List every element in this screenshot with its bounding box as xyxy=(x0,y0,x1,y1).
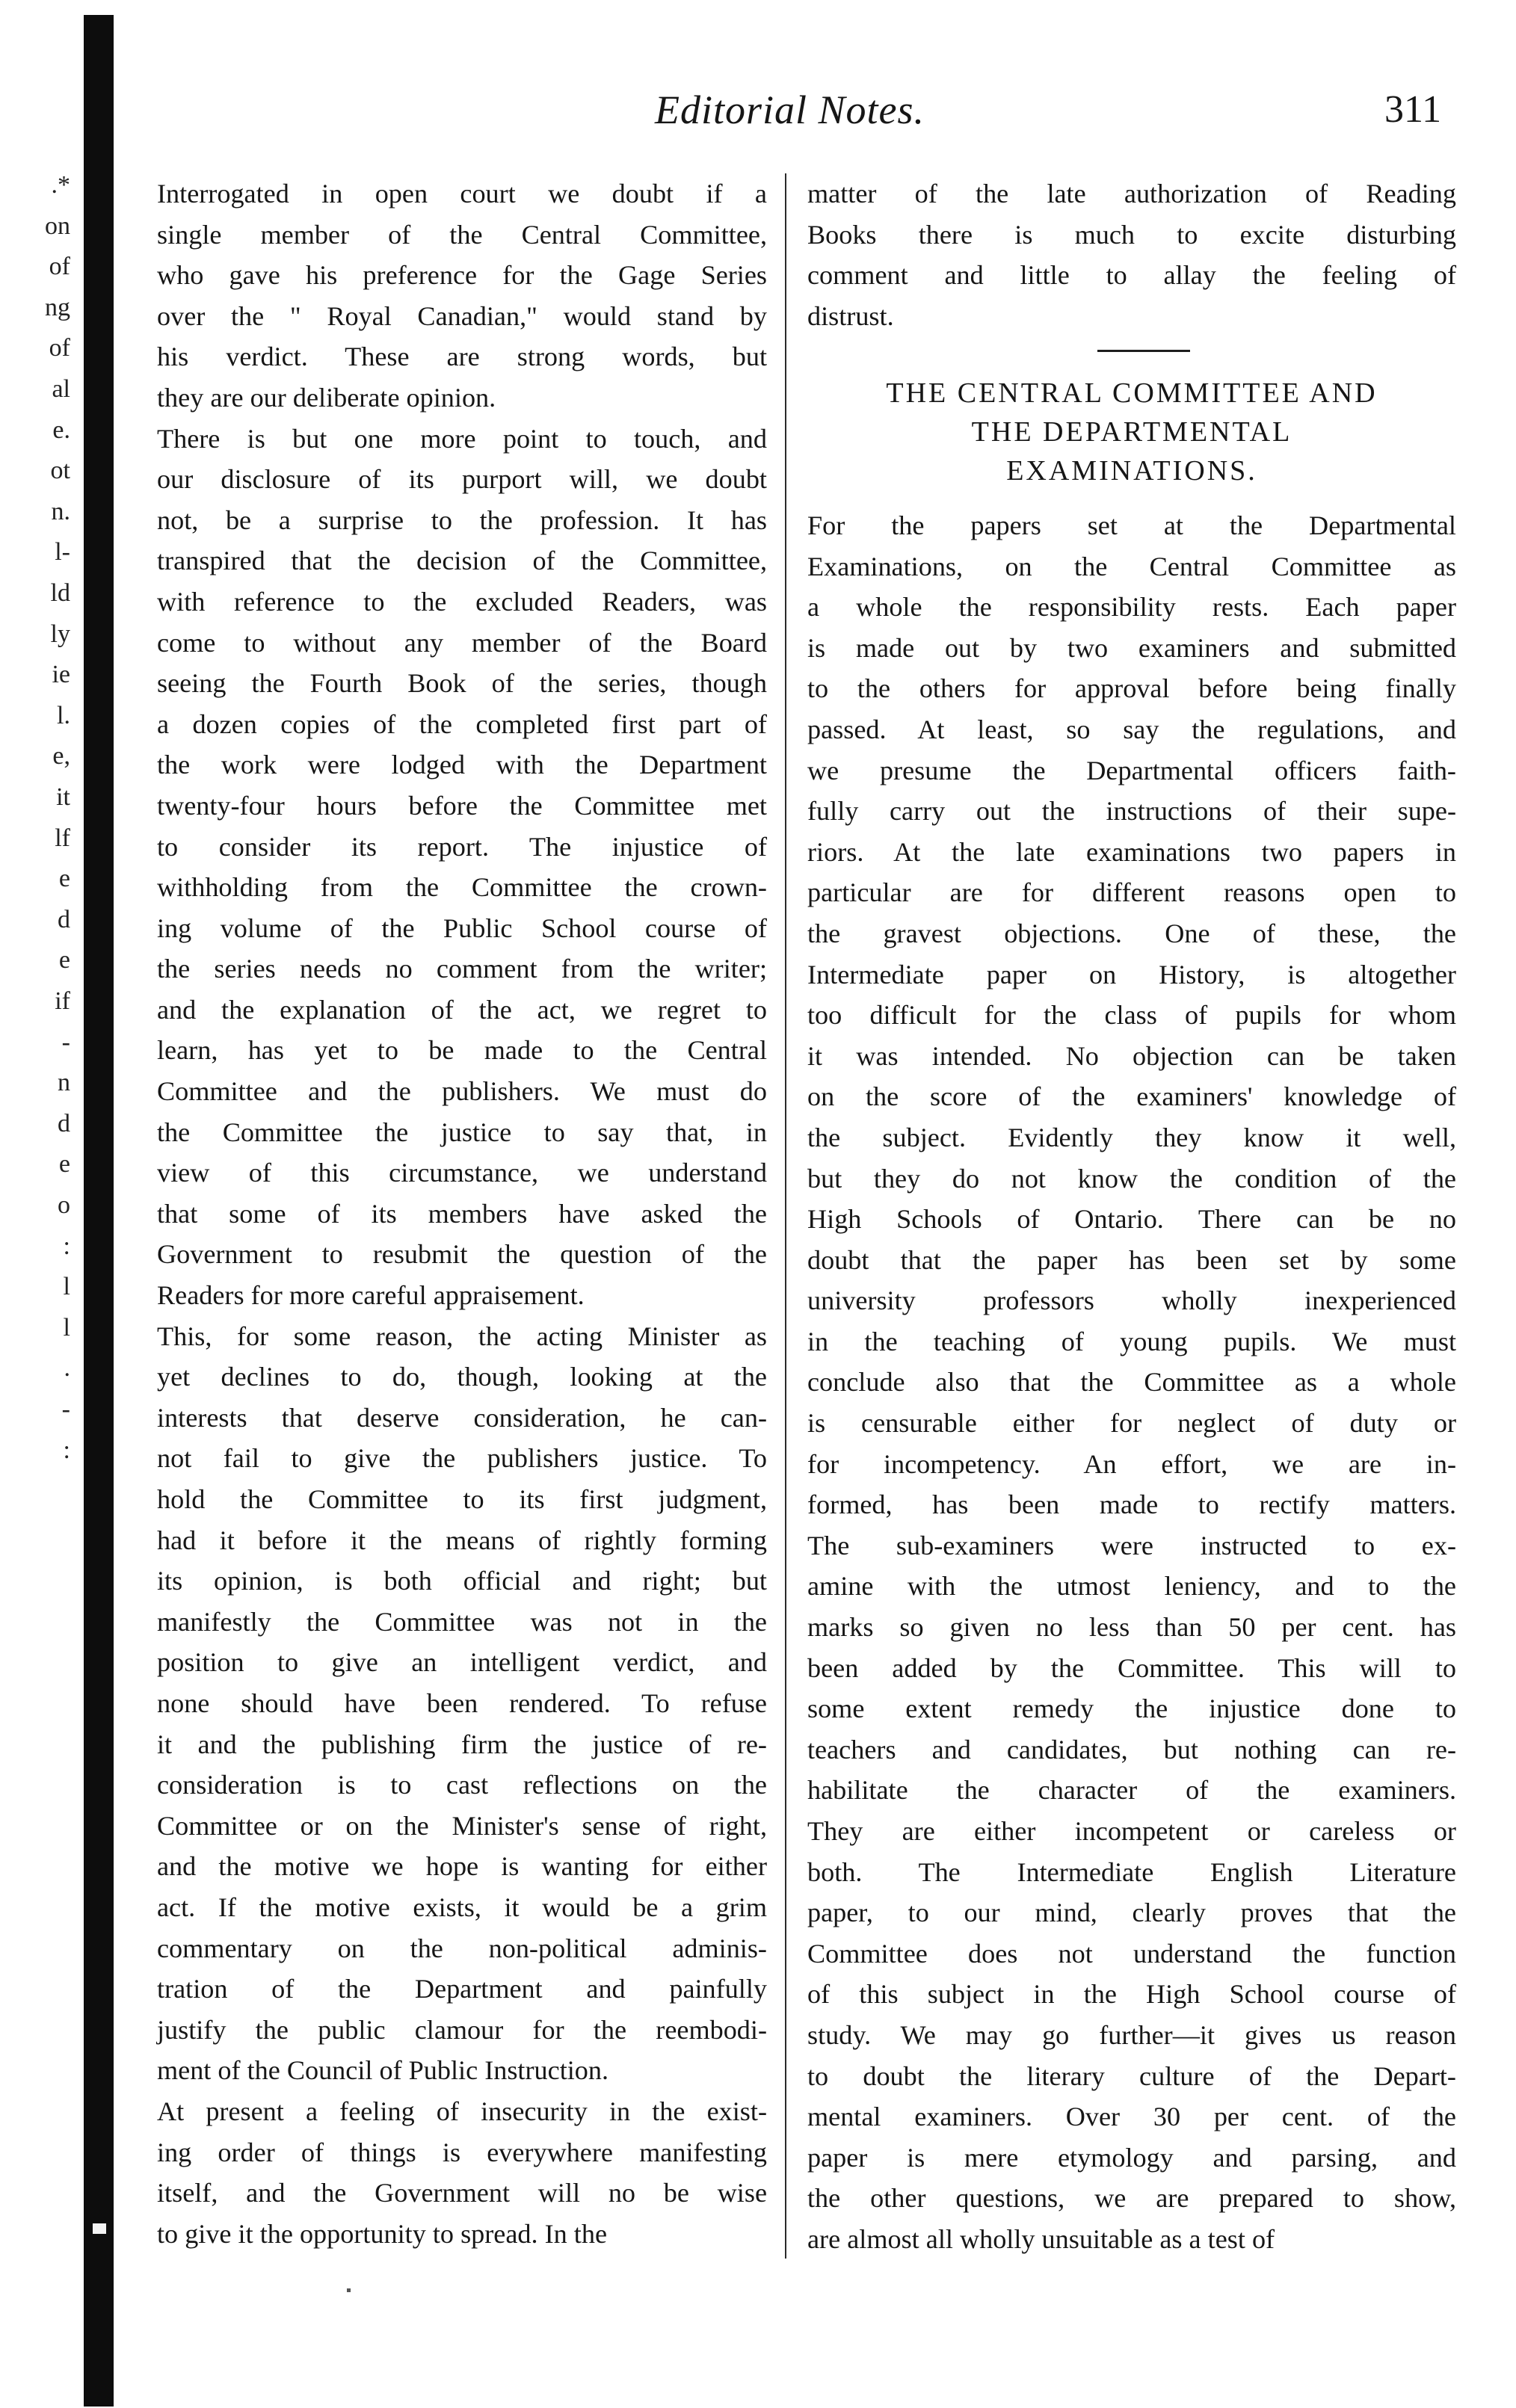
text-line: been added by the Committee. This will to xyxy=(807,1652,1456,1683)
text-line: the gravest objections. One of these, the xyxy=(807,918,1456,948)
text-line: transpired that the decision of the Committee, xyxy=(157,546,767,576)
text-line: and the motive we hope is wanting for either xyxy=(157,1851,767,1882)
text-line: had it before it the means of rightly forming xyxy=(157,1525,767,1555)
fragment-text: of xyxy=(49,334,70,362)
text-line: withholding from the Committee the crown- xyxy=(157,872,767,903)
text-line: mental examiners. Over 30 per cent. of the xyxy=(807,2102,1456,2132)
text-line: our disclosure of its purport will, we doubt xyxy=(157,464,767,495)
text-line: itself, and the Government will no be wise xyxy=(157,2178,767,2208)
text-line: habilitate the character of the examiners. xyxy=(807,1775,1456,1806)
text-line: Committee or on the Minister's sense of right, xyxy=(157,1810,767,1841)
fragment-text: n. xyxy=(51,497,70,525)
text-line: ment of the Council of Public Instruction. xyxy=(157,2055,609,2086)
text-line: who gave his preference for the Gage Series xyxy=(157,260,767,291)
text-line: At present a feeling of insecurity in the exist- xyxy=(157,2096,767,2126)
text-line: The sub-examiners were instructed to ex- xyxy=(807,1530,1456,1560)
text-line: They are either incompetent or careless or xyxy=(807,1816,1456,1846)
text-line: For the papers set at the Departmental xyxy=(807,510,1456,540)
section-divider xyxy=(1097,350,1190,352)
text-line: they are our deliberate opinion. xyxy=(157,382,496,413)
heading-line: THE CENTRAL COMMITTEE AND xyxy=(886,377,1378,409)
fragment-text: .* xyxy=(51,171,70,199)
text-line: doubt that the paper has been set by some xyxy=(807,1244,1456,1275)
text-line: with reference to the excluded Readers, was xyxy=(157,586,767,617)
text-line: formed, has been made to rectify matters. xyxy=(807,1489,1456,1520)
text-line: the work were lodged with the Department xyxy=(157,750,767,780)
page-number: 311 xyxy=(1384,88,1442,131)
fragment-text: if xyxy=(55,987,70,1015)
text-line: conclude also that the Committee as a whole xyxy=(807,1367,1456,1398)
fragment-text: - xyxy=(61,1395,70,1423)
text-line: There is but one more point to touch, and xyxy=(157,423,767,454)
fragment-text: n xyxy=(58,1069,70,1097)
text-line: tration of the Department and painfully xyxy=(157,1974,767,2004)
right-column-body xyxy=(807,505,1456,2260)
text-line: paper is mere etymology and parsing, and xyxy=(807,2142,1456,2173)
running-title: Editorial Notes. xyxy=(655,87,925,132)
fragment-text: d xyxy=(58,905,70,933)
text-line: not fail to give the publishers justice. To xyxy=(157,1443,767,1474)
text-line: a whole the responsibility rests. Each paper xyxy=(807,592,1456,623)
text-line: for incompetency. An effort, we are in- xyxy=(807,1448,1456,1479)
fragment-text: l. xyxy=(57,701,70,729)
text-line: the series needs no comment from the writer; xyxy=(157,954,767,984)
text-line: in the teaching of young pupils. We must xyxy=(807,1326,1456,1356)
text-line: the subject. Evidently they know it well, xyxy=(807,1122,1456,1152)
text-line: Readers for more careful appraisement. xyxy=(157,1280,585,1311)
heading-line: THE DEPARTMENTAL xyxy=(971,416,1292,448)
left-column xyxy=(157,173,767,2254)
text-line: is made out by two examiners and submitted xyxy=(807,632,1456,663)
text-line: some extent remedy the injustice done to xyxy=(807,1694,1456,1724)
text-line: paper, to our mind, clearly proves that the xyxy=(807,1898,1456,1928)
fragment-text: ie xyxy=(52,661,70,689)
fragment-text: of xyxy=(49,253,70,281)
text-line: the Committee the justice to say that, in xyxy=(157,1117,767,1147)
text-line: university professors wholly inexperienced xyxy=(807,1285,1456,1316)
text-line: study. We may go further—it gives us reason xyxy=(807,2019,1456,2050)
text-line: a dozen copies of the completed first part of xyxy=(157,708,767,739)
fragment-text: e, xyxy=(52,742,70,771)
fragment-text: l- xyxy=(55,538,70,567)
text-line: act. If the motive exists, it would be a grim xyxy=(157,1892,767,1922)
text-line: interests that deserve consideration, he can- xyxy=(157,1402,767,1433)
text-line: marks so given no less than 50 per cent. has xyxy=(807,1612,1456,1643)
text-line: both. The Intermediate English Literature xyxy=(807,1856,1456,1887)
text-line: to the others for approval before being finally xyxy=(807,673,1456,704)
fragment-text: e. xyxy=(52,416,70,444)
text-line: amine with the utmost leniency, and to the xyxy=(807,1571,1456,1602)
text-line: on the score of the examiners' knowledge of xyxy=(807,1081,1456,1112)
text-line: yet declines to do, though, looking at the xyxy=(157,1362,767,1392)
fragment-text: lf xyxy=(55,824,70,852)
text-line: Examinations, on the Central Committee as xyxy=(807,551,1456,581)
fragment-text: ly xyxy=(50,620,70,648)
right-column-intro xyxy=(807,173,1456,336)
text-line: Committee and the publishers. We must do xyxy=(157,1076,767,1107)
text-line: twenty-four hours before the Committee met xyxy=(157,790,767,821)
text-line: hold the Committee to its first judgment, xyxy=(157,1484,767,1514)
binding-shadow xyxy=(84,15,114,2407)
fragment-text: l xyxy=(63,1273,70,1301)
text-line: matter of the late authorization of Reading xyxy=(807,179,1456,209)
text-line: commentary on the non-political adminis- xyxy=(157,1933,767,1963)
fragment-text: . xyxy=(64,1354,70,1383)
fragment-text: ng xyxy=(45,293,70,321)
text-line: manifestly the Committee was not in the xyxy=(157,1606,767,1637)
text-line: ing volume of the Public School course of xyxy=(157,913,767,943)
column-rule xyxy=(785,173,786,2259)
text-line: distrust. xyxy=(807,300,894,331)
heading-line: EXAMINATIONS. xyxy=(1006,455,1257,487)
text-line: fully carry out the instructions of their supe- xyxy=(807,796,1456,827)
fragment-text: e xyxy=(58,865,70,893)
text-line: ing order of things is everywhere manifesting xyxy=(157,2137,767,2167)
text-line: passed. At least, so say the regulations, and xyxy=(807,714,1456,744)
fragment-text: o xyxy=(58,1191,70,1219)
text-line: learn, has yet to be made to the Central xyxy=(157,1035,767,1066)
text-line: to consider its report. The injustice of xyxy=(157,831,767,862)
fragment-text: e xyxy=(58,1150,70,1179)
fragment-text: : xyxy=(63,1436,70,1464)
fragment-text: - xyxy=(61,1028,70,1056)
fragment-text: al xyxy=(52,375,70,403)
text-line: his verdict. These are strong words, but xyxy=(157,342,767,372)
text-line: Government to resubmit the question of the xyxy=(157,1239,767,1270)
text-line: not, be a surprise to the profession. It has xyxy=(157,504,767,535)
text-line: comment and little to allay the feeling of xyxy=(807,260,1456,291)
text-line: Committee does not understand the function xyxy=(807,1938,1456,1969)
text-line: none should have been rendered. To refuse xyxy=(157,1688,767,1718)
text-line: its opinion, is both official and right; but xyxy=(157,1566,767,1596)
fragment-text: d xyxy=(58,1109,70,1137)
text-line: Interrogated in open court we doubt if a xyxy=(157,179,767,209)
text-line: to give it the opportunity to spread. In the xyxy=(157,2218,608,2249)
fragment-text: on xyxy=(45,212,70,240)
text-line: the other questions, we are prepared to show, xyxy=(807,2183,1456,2214)
text-line: it and the publishing firm the justice of re- xyxy=(157,1729,767,1759)
text-line: consideration is to cast reflections on the xyxy=(157,1770,767,1800)
text-line: High Schools of Ontario. There can be no xyxy=(807,1204,1456,1235)
text-line: of this subject in the High School course of xyxy=(807,1979,1456,2010)
text-line: Intermediate paper on History, is altogether xyxy=(807,959,1456,990)
text-line: it was intended. No objection can be taken xyxy=(807,1040,1456,1071)
text-line: to doubt the literary culture of the Depart- xyxy=(807,2060,1456,2091)
text-line: are almost all wholly unsuitable as a test of xyxy=(807,2223,1275,2254)
text-line: single member of the Central Committee, xyxy=(157,219,767,250)
binding-mark xyxy=(93,2223,106,2234)
fragment-text: e xyxy=(58,946,70,975)
text-line: seeing the Fourth Book of the series, though xyxy=(157,668,767,699)
text-line: is censurable either for neglect of duty or xyxy=(807,1408,1456,1439)
fragment-text: it xyxy=(56,783,70,811)
text-line: particular are for different reasons open to xyxy=(807,877,1456,908)
fragment-text: ot xyxy=(50,457,70,485)
text-line: that some of its members have asked the xyxy=(157,1198,767,1229)
text-line: This, for some reason, the acting Minister as xyxy=(157,1321,767,1351)
fragment-text: ld xyxy=(50,579,70,607)
text-line: riors. At the late examinations two papers in xyxy=(807,836,1456,867)
text-line: over the " Royal Canadian," would stand by xyxy=(157,300,767,331)
section-heading xyxy=(807,374,1456,490)
text-line: view of this circumstance, we understand xyxy=(157,1158,767,1188)
text-line: justify the public clamour for the reembodi- xyxy=(157,2014,767,2045)
text-line: Books there is much to excite disturbing xyxy=(807,219,1456,250)
text-line: come to without any member of the Board xyxy=(157,627,767,658)
text-line: and the explanation of the act, we regret to xyxy=(157,994,767,1025)
stray-mark xyxy=(347,2288,351,2292)
text-line: too difficult for the class of pupils for whom xyxy=(807,1000,1456,1031)
fragment-text: l xyxy=(63,1313,70,1342)
text-line: but they do not know the condition of the xyxy=(807,1163,1456,1194)
text-line: position to give an intelligent verdict, and xyxy=(157,1647,767,1678)
text-line: teachers and candidates, but nothing can re- xyxy=(807,1734,1456,1765)
fragment-text: : xyxy=(63,1232,70,1260)
running-head xyxy=(0,84,1516,136)
text-line: we presume the Departmental officers faith- xyxy=(807,755,1456,785)
